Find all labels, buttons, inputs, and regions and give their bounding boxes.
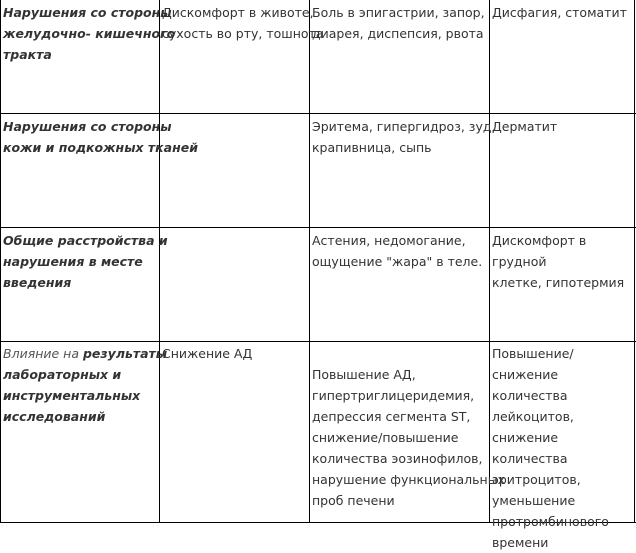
row-2-category: Нарушения со стороны кожи и подкожных тканей — [3, 119, 198, 155]
row-4-category-main: результаты лабораторных и инструментальных исследований — [3, 346, 168, 424]
row-1-col-2: Дискомфорт в животе, сухость во рту, тошнота — [162, 5, 324, 41]
row-3-col-4: Дискомфорт в грудной клетке, гипотермия — [492, 233, 625, 290]
row-divider-3 — [0, 341, 636, 342]
row-4-col-2: Снижение АД — [162, 346, 253, 361]
row-4-col-3: Повышение АД, гипертриглицеридемия, депрессия сегмента ST, снижение/повышение количества эозинофилов, нарушение функциональных проб печени — [312, 367, 505, 508]
table-border-left — [0, 0, 1, 523]
row-1-category: Нарушения со стороны желудочно- кишечного тракта — [3, 5, 176, 62]
row-3-col-3: Астения, недомогание, ощущение "жара" в теле. — [312, 233, 483, 269]
row-1-col-3: Боль в эпигастрии, запор, диарея, диспепсия, рвота — [312, 5, 485, 41]
row-4-col-4: Повышение/снижение количества лейкоцитов, снижение количества эритроцитов, уменьшение протромбинового времени — [492, 346, 609, 550]
row-3-category: Общие расстройства и нарушения в месте введения — [3, 233, 168, 290]
row-divider-1 — [0, 113, 636, 114]
column-divider-2 — [309, 0, 310, 523]
row-4-category-prefix: Влияние на — [3, 346, 83, 361]
row-4-category — [3, 343, 167, 427]
row-2-col-3: Эритема, гипергидроз, зуд, крапивница, сыпь — [312, 119, 496, 155]
row-2-col-4: Дерматит — [492, 119, 558, 134]
row-1-col-4: Дисфагия, стоматит — [492, 5, 627, 20]
row-divider-2 — [0, 227, 636, 228]
